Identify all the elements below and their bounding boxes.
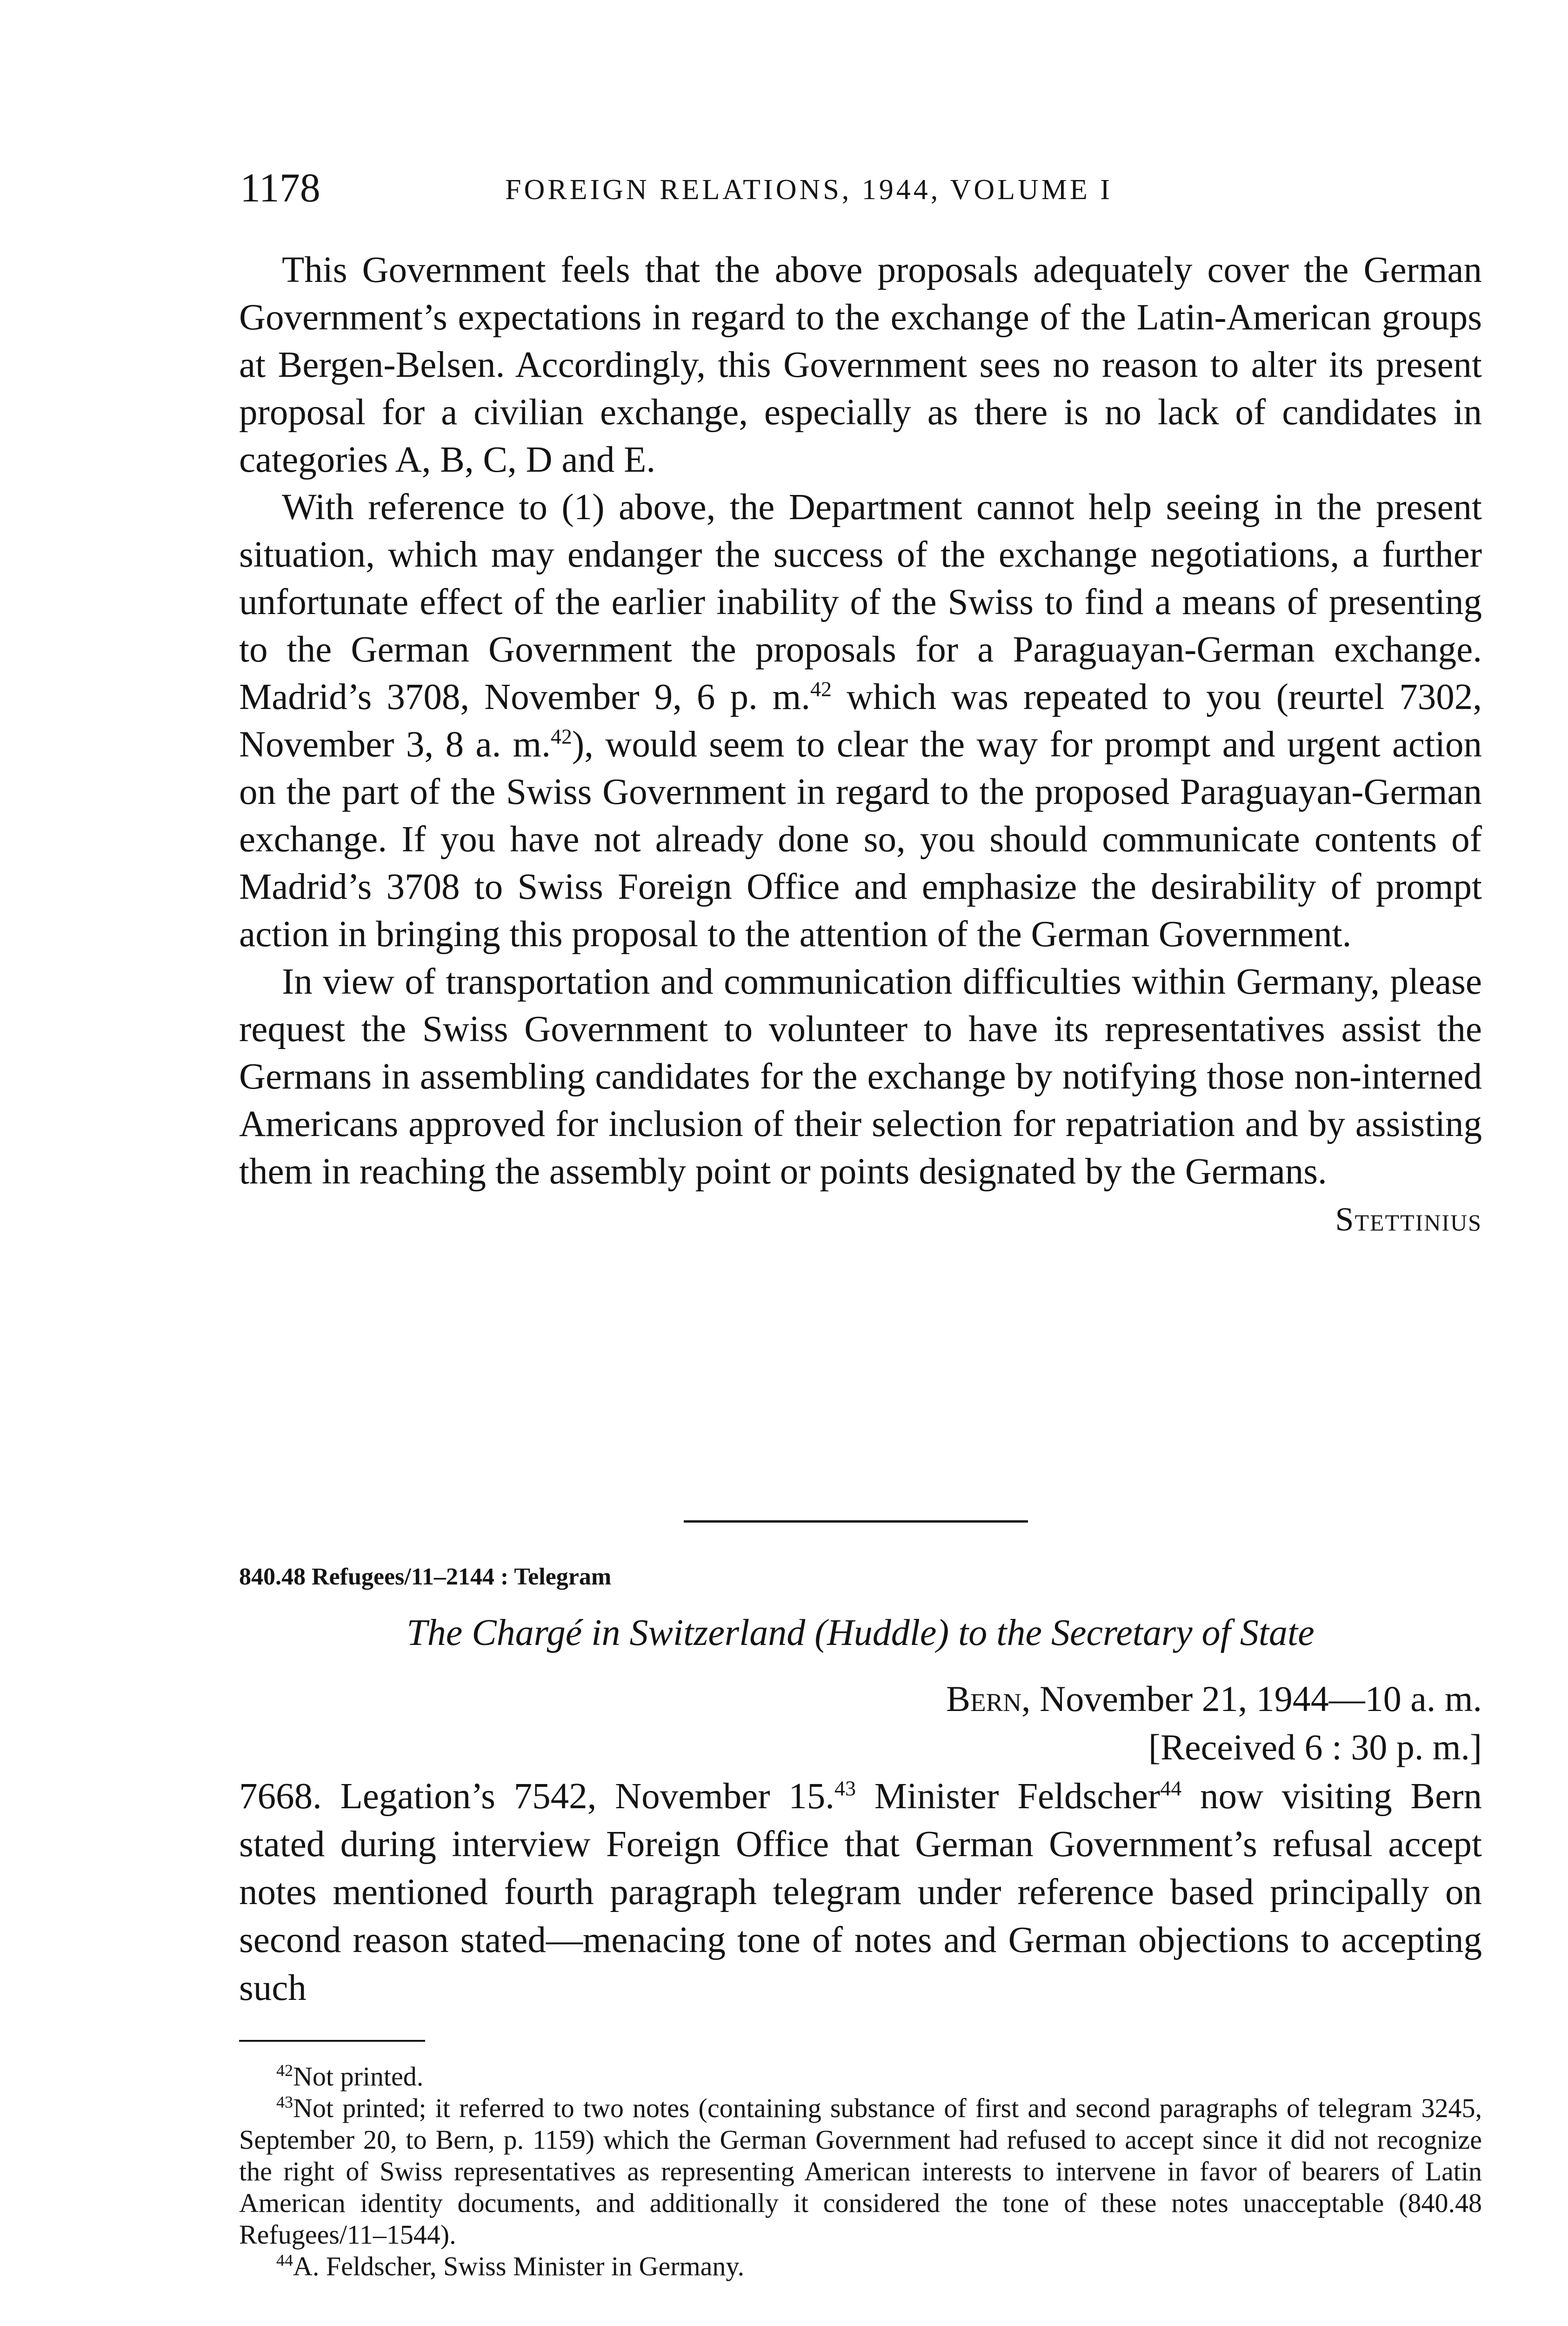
paragraph-text: which was repeated to you (reurtel 7302, November 3, 8 a. m. <box>239 677 1482 765</box>
paragraph-text: With reference to (1) above, the Department cannot help seeing in the present situation, which may endanger the success of the exchange negotiations, a further unfortunate effect of the earlier inability of the Swiss to find a means of presenting to the German Government the proposals for a Paraguayan-German exchange. Madrid’s 3708, November 9, 6 p. m. <box>239 487 1482 717</box>
telegram-body <box>239 1772 1482 2012</box>
page-header <box>240 163 1487 214</box>
paragraph-text: 7668. Legation’s 7542, November 15. <box>239 1776 834 1817</box>
paragraph-text: Minister Feldscher <box>855 1776 1161 1817</box>
footnote-text: A. Feldscher, Swiss Minister in Germany. <box>293 2251 745 2281</box>
footnote-mark: 43 <box>276 2092 293 2112</box>
telegram-body-continued <box>239 247 1482 1243</box>
page-number: 1178 <box>240 166 320 211</box>
paragraph-text: ), would seem to clear the way for prompt and urgent action on the part of the Swiss Government in regard to the proposed Paraguayan-German exchange. If you have not already done so, you should communicate contents of Madrid’s 3708 to Swiss Foreign Office and emphasize the desirability of prompt action in bringing this proposal to the attention of the German Government. <box>239 724 1482 955</box>
paragraph-text: now visiting Bern stated during interview Foreign Office that German Government’s refusal accept notes mentioned fourth paragraph telegram under reference based principally on second reason stated—menacing tone of notes and German objections to accepting such <box>239 1776 1482 2008</box>
file-reference: 840.48 Refugees/11–2144 : Telegram <box>239 1564 612 1590</box>
footnote-text: Not printed; it referred to two notes (containing substance of first and second paragraphs of telegram 3245, September 20, to Bern, p. 1159) which the German Government had refused to accept since it did not recognize the right of Swiss representatives as representing American interests to intervene in favor of bearers of Latin American identity documents, and additionally it considered the tone of these notes unacceptable (840.48 Refugees/11–1544). <box>239 2093 1482 2250</box>
footnote-ref: 44 <box>1160 1776 1182 1800</box>
running-head: FOREIGN RELATIONS, 1944, VOLUME I <box>505 174 1113 206</box>
dateline-date: , November 21, 1944—10 a. m. <box>1021 1678 1482 1719</box>
paragraph <box>239 484 1482 958</box>
paragraph <box>239 1772 1482 2012</box>
dateline-received: [Received 6 : 30 p. m.] <box>1148 1727 1482 1767</box>
dateline <box>239 1675 1482 1771</box>
footnote <box>239 2061 1482 2092</box>
paragraph: This Government feels that the above proposals adequately cover the German Government’s expectations in regard to the exchange of the Latin-American groups at Bergen-Belsen. Accordingly, this Government sees no reason to alter its present proposal for a civilian exchange, especially as there is no lack of candidates in categories A, B, C, D and E. <box>239 250 1482 480</box>
section-divider <box>684 1520 1028 1523</box>
footnote-text: Not printed. <box>293 2061 424 2092</box>
footnote-ref: 42 <box>550 724 572 749</box>
dateline-sent <box>239 1675 1482 1723</box>
footnote-ref: 42 <box>810 677 832 701</box>
dateline-place: Bern <box>946 1678 1021 1719</box>
footnote-mark: 44 <box>276 2251 293 2270</box>
footnote-mark: 42 <box>276 2061 293 2080</box>
footnote-rule <box>239 2040 425 2042</box>
footnote <box>239 2092 1482 2251</box>
footnotes <box>239 2061 1482 2282</box>
footnote <box>239 2251 1482 2282</box>
paragraph: In view of transportation and communication difficulties within Germany, please request the Swiss Government to volunteer to have its representatives assist the Germans in assembling candidates for the exchange by notifying those non-interned Americans approved for inclusion of their selection for repatriation and by assisting them in reaching the assembly point or points designated by the Germans. <box>239 962 1482 1192</box>
footnote-ref: 43 <box>834 1776 856 1800</box>
signature: Stettinius <box>1335 1201 1482 1238</box>
document-title: The Chargé in Switzerland (Huddle) to the Secretary of State <box>407 1612 1314 1653</box>
